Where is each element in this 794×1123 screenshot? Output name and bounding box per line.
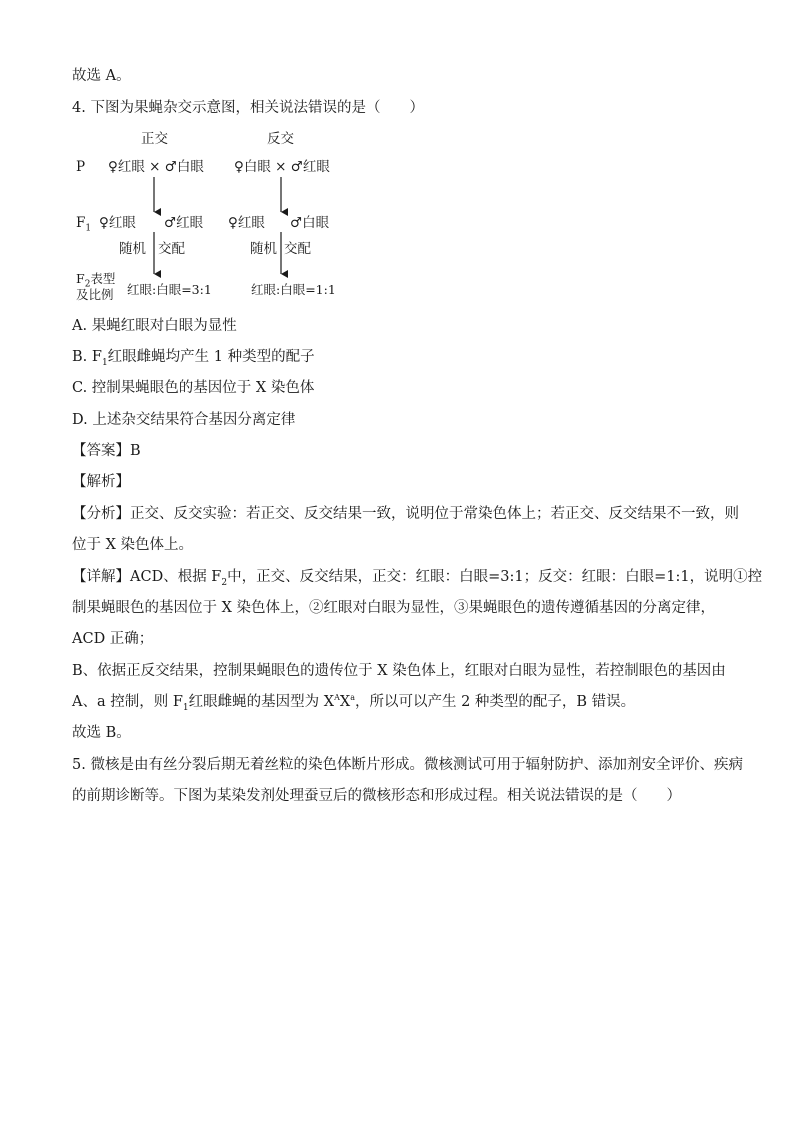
xiangjie-line-1: 【详解】ACD、根据 $F_2$中，正交、反交结果，正交：红眼：白眼=3:1；反交：红眼：白眼=1:1，说明①控 [72,569,763,588]
generation-f2-label: $F_2$表型 [76,271,116,290]
question-4-stem: 4. 下图为果蝇杂交示意图，相关说法错误的是（ ） [72,100,424,116]
q4-conclusion: 故选 B。 [72,725,131,741]
mating-right-a: 随机 [250,241,277,257]
fanjiao-label: 反交 [267,131,294,147]
f2-zhengjiao-ratio: 红眼:白眼=3:1 [127,282,212,297]
xiangjie-line-4: B、依据正反交结果，控制果蝇眼色的遗传位于 X 染色体上，红眼对白眼为显性，若控制眼色的基因由 [72,663,726,679]
xiangjie-line-2: 制果蝇眼色的基因位于 X 染色体上，②红眼对白眼为显性，③果蝇眼色的遗传遵循基因的分离定律， [72,600,716,616]
option-d: D. 上述杂交结果符合基因分离定律 [72,412,296,428]
f1-zheng-male: ♂红眼 [164,215,204,231]
option-c: C. 控制果蝇眼色的基因位于 X 染色体 [72,380,315,396]
option-a: A. 果蝇红眼对白眼为显性 [72,318,237,334]
p-zhengjiao-cross: ♀红眼 × ♂白眼 [108,159,204,175]
question-5-line-2: 的前期诊断等。下图为某染发剂处理蚕豆后的微核形态和形成过程。相关说法错误的是（ ） [72,788,681,804]
cross-arrows [0,0,794,320]
option-b: B. $F_1$红眼雌蝇均产生 1 种类型的配子 [72,349,315,368]
generation-p-label: P [76,159,86,175]
f1-fan-female: ♀红眼 [228,215,265,231]
f2-fanjiao-ratio: 红眼:白眼=1:1 [251,282,336,297]
answer-line: 【答案】B [72,443,141,459]
fenxi-line-1: 【分析】正交、反交实验：若正交、反交结果一致，说明位于常染色体上；若正交、反交结果不一致，则 [72,506,739,522]
generation-f2-label-line2: 及比例 [76,287,114,302]
previous-conclusion: 故选 A。 [72,68,131,84]
mating-left-b: 交配 [158,241,185,257]
generation-f1-label: $F_1$ [76,215,92,234]
f1-zheng-female: ♀红眼 [99,215,136,231]
analysis-heading: 【解析】 [72,474,130,490]
f1-fan-male: ♂白眼 [290,215,330,231]
question-5-line-1: 5. 微核是由有丝分裂后期无着丝粒的染色体断片形成。微核测试可用于辐射防护、添加剂安全评价、疾病 [72,757,743,773]
xiangjie-line-3: ACD 正确； [72,631,154,647]
p-fanjiao-cross: ♀白眼 × ♂红眼 [234,159,330,175]
xiangjie-line-5: A、a 控制，则 $F_1$红眼雌蝇的基因型为 $X^AX^a$，所以可以产生 2 种类型的配子，B 错误。 [72,693,636,713]
mating-left-a: 随机 [119,241,146,257]
mating-right-b: 交配 [284,241,311,257]
answer-value: B [130,443,141,459]
zhengjiao-label: 正交 [141,131,168,147]
fenxi-line-2: 位于 X 染色体上。 [72,537,194,553]
